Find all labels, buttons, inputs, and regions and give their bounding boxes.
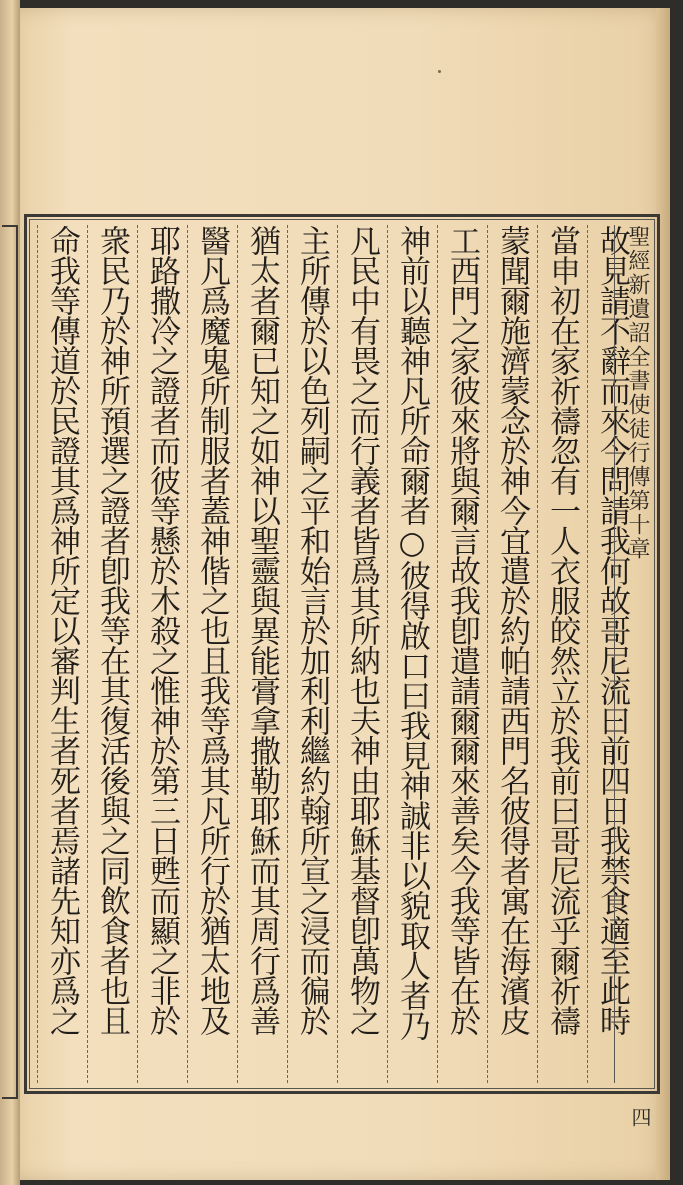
- text-frame: [24, 214, 660, 1127]
- text-column-3: [487, 225, 537, 1083]
- column-text: 猶太者爾已知之如神以聖靈與異能膏拿撒勒耶穌而其周行爲善: [244, 225, 280, 1035]
- column-text: 工西門之家彼來將與爾言故我卽遣請爾爾來善矣今我等皆在於: [444, 225, 480, 1035]
- text-column-12: [37, 225, 87, 1083]
- column-text: 故見請不辭而來今問請我何故哥尼流曰前四日我禁食適至此時: [594, 225, 630, 1035]
- text-column-6: [337, 225, 387, 1083]
- column-text: 神前以聽神凡所命爾者○彼得啟口曰我見神誠非以貌取人者乃: [394, 225, 430, 1040]
- running-head: 聖經新遺詔全書使徒行傳第十章: [625, 225, 650, 561]
- text-column-7: [287, 225, 337, 1083]
- book-page: [20, 8, 670, 1180]
- text-column-10: [137, 225, 187, 1083]
- text-column-11: [87, 225, 137, 1083]
- column-text: 主所傳於以色列嗣之平和始言於加利利繼約翰所宣之浸而徧於: [294, 225, 330, 1035]
- previous-page-border: [2, 225, 18, 1099]
- column-text: 醫凡爲魔鬼所制服者蓋神偕之也且我等爲其凡所行於猶太地及: [194, 225, 230, 1035]
- text-column-8: [237, 225, 287, 1083]
- running-head-column: [614, 225, 659, 1083]
- folio-number: 四: [628, 1107, 652, 1127]
- paper-speck: [438, 70, 441, 73]
- column-text: 凡民中有畏之而行義者皆爲其所納也夫神由耶穌基督卽萬物之: [344, 225, 380, 1035]
- text-columns: [37, 225, 637, 1083]
- text-column-5: [387, 225, 437, 1083]
- column-text: 耶路撒冷之證者而彼等懸於木殺之惟神於第三日甦而顯之非於: [144, 225, 180, 1035]
- text-column-2: [537, 225, 587, 1083]
- column-text: 蒙聞爾施濟蒙念於神今宜遣於約帕請西門名彼得者寓在海濱皮: [494, 225, 530, 1035]
- column-text: 當申初在家祈禱忽有一人衣服皎然立於我前曰哥尼流乎爾祈禱: [544, 225, 580, 1035]
- text-column-9: [187, 225, 237, 1083]
- column-text: 衆民乃於神所預選之證者卽我等在其復活後與之同飲食者也且: [94, 225, 130, 1035]
- column-text: 命我等傳道於民證其爲神所定以審判生者死者焉諸先知亦爲之: [44, 225, 80, 1035]
- previous-leaf-edge: [0, 0, 20, 1185]
- text-column-4: [437, 225, 487, 1083]
